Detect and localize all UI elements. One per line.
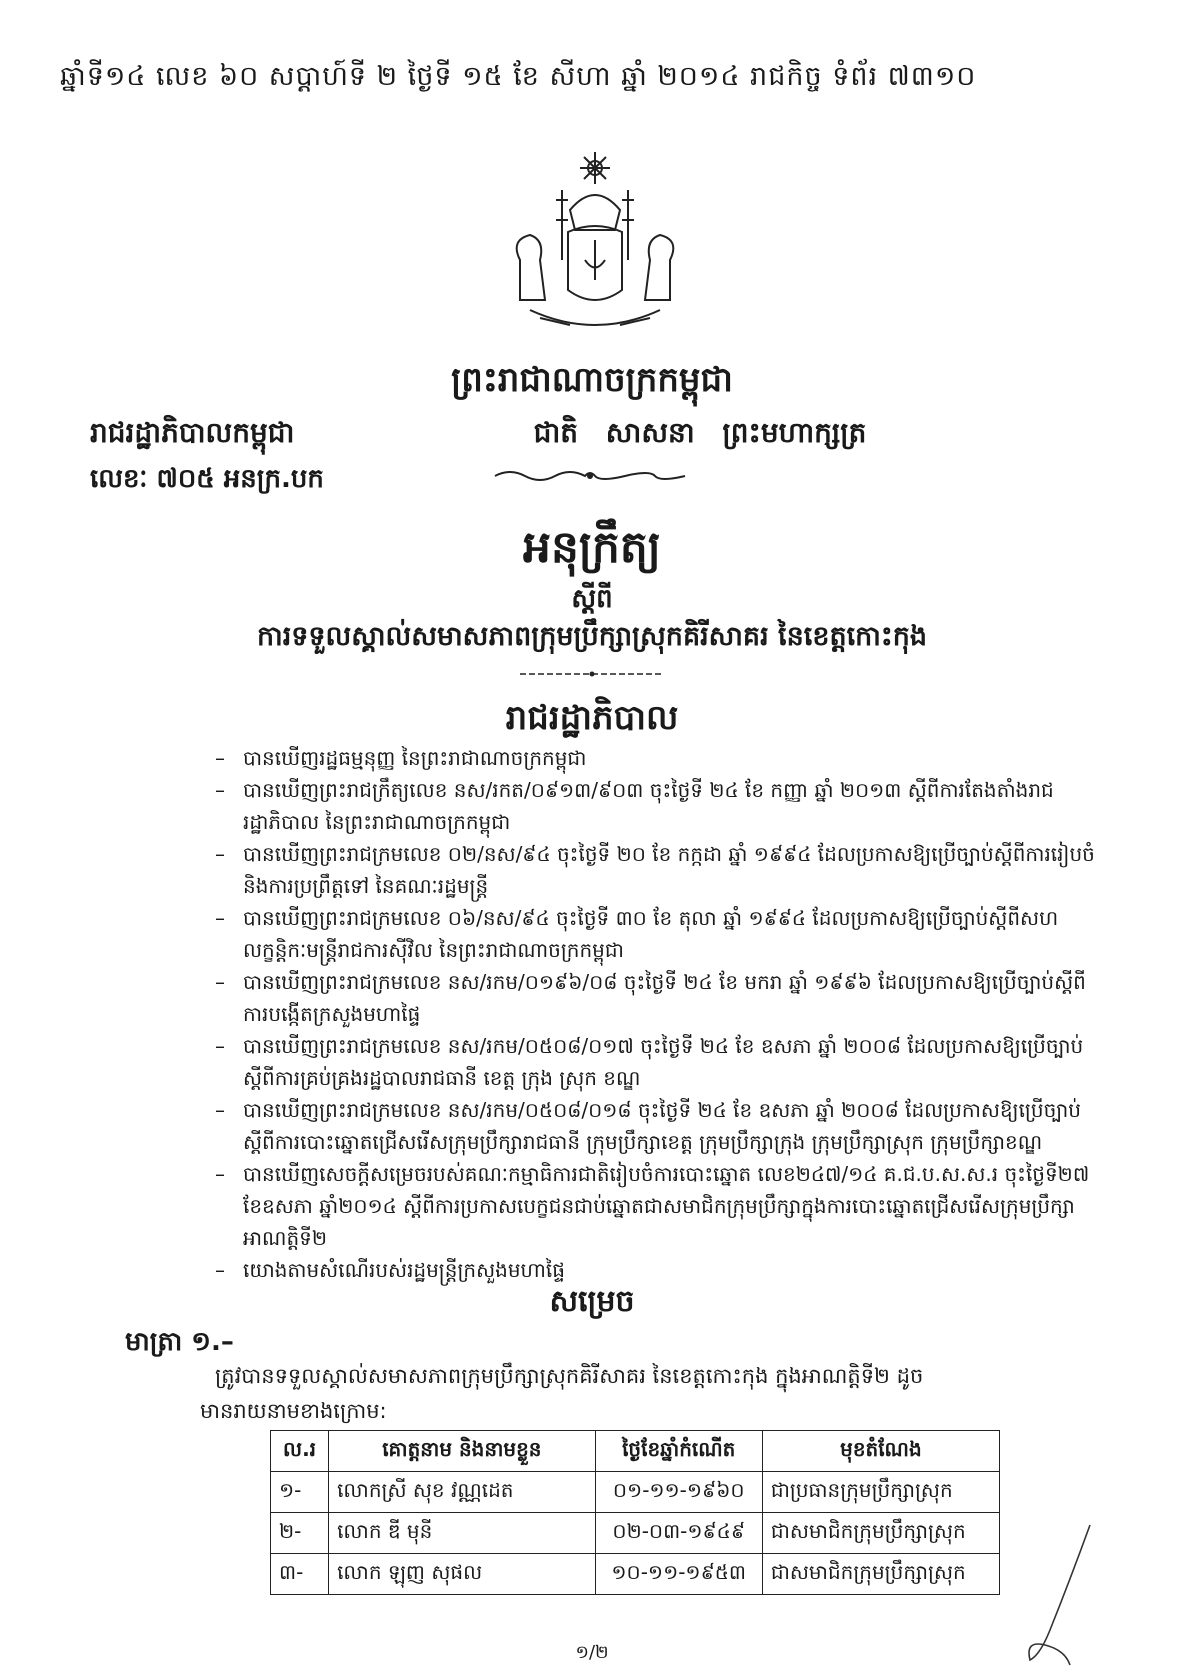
document-subject: ការទទួលស្គាល់សមាសភាពក្រុមប្រឹក្សាស្រុកគិរីសាគរ នៃខេត្តកោះកុង [256,621,928,652]
table-cell: ០១-១១-១៩៦០ [595,1472,762,1513]
table-header-row [271,1431,1000,1472]
column-header: មុខតំណែង [762,1431,999,1472]
column-header: គោត្តនាម និងនាមខ្លួន [329,1431,596,1472]
list-item: – បានឃើញព្រះរាជក្រមលេខ នស/រកម/០៥០៨/០១៧ ចុះថ្ងៃទី ២៤ ខែ ឧសភា ឆ្នាំ ២០០៨ ដែលប្រកាសឱ្យប្រើច្បាប់ស្តីពីការគ្រប់គ្រងរដ្ឋបាលរាជធានី ខេត្ត ក្រុង ស្រុក ខណ្ឌ [215,1030,1095,1094]
royal-coat-of-arms-icon [490,150,700,340]
list-item: – បានឃើញព្រះរាជក្រឹត្យលេខ នស/រកត/០៩១៣/៩០៣ ចុះថ្ងៃទី ២៤ ខែ កញ្ញា ឆ្នាំ ២០១៣ ស្តីពីការតែងតាំងរាជរដ្ឋាភិបាល នៃព្រះរាជាណាចក្រកម្ពុជា [215,774,1095,838]
document-number: លេខៈ ៧០៥ អនក្រ.បក [90,464,324,494]
table-row [271,1554,1000,1595]
column-header: ថ្ងៃខែឆ្នាំកំណើត [595,1431,762,1472]
gazette-header: ឆ្នាំទី១៤ លេខ ៦០ សប្តាហ៍ទី ២ ថ្ងៃទី ១៥ ខែ សីហា ឆ្នាំ ២០១៤ រាជកិច្ច ទំព័រ ៧៣១០ [60,61,977,92]
table-cell: ៣- [271,1554,329,1595]
list-item: – បានឃើញព្រះរាជក្រមលេខ ០២/នស/៩៤ ចុះថ្ងៃទី ២០ ខែ កក្កដា ឆ្នាំ ១៩៩៤ ដែលប្រកាសឱ្យប្រើច្បាប់ស្តីពីការរៀបចំ និងការប្រព្រឹត្តទៅ នៃគណៈរដ្ឋមន្ត្រី [215,838,1095,902]
section-divider [520,670,664,678]
table-cell: ជាសមាជិកក្រុមប្រឹក្សាស្រុក [762,1513,999,1554]
table-cell: ០២-០៣-១៩៤៩ [595,1513,762,1554]
list-item: – បានឃើញរដ្ឋធម្មនុញ្ញ នៃព្រះរាជាណាចក្រកម្ពុជា [215,742,1095,774]
government-name: រាជរដ្ឋាភិបាលកម្ពុជា [90,416,295,449]
national-motto: ជាតិ សាសនា ព្រះមហាក្សត្រ [533,416,867,449]
article-text-continued: មានរាយនាមខាងក្រោម: [200,1399,387,1423]
table-cell: លោក ឡុញ សុផល [329,1554,596,1595]
legal-basis-list [215,742,1095,1286]
list-item: – បានឃើញសេចក្តីសម្រេចរបស់គណៈកម្មាធិការជាតិរៀបចំការបោះឆ្នោត លេខ២៤៧/១៤ គ.ជ.ប.ស.ស.រ ចុះថ្ងៃទី២៧ ខែឧសភា ឆ្នាំ២០១៤ ស្តីពីការប្រកាសបេក្ខជនជាប់ឆ្នោតជាសមាជិកក្រុមប្រឹក្សាក្នុងការបោះឆ្នោតជ្រើសរើសក្រុមប្រឹក្សា អាណត្តិទី២ [215,1158,1095,1254]
decorative-flourish-icon [490,466,690,486]
table-cell: លោកស្រី សុខ វណ្ណដេត [329,1472,596,1513]
document-subtitle: ស្តីពី [571,584,613,614]
handwritten-signature-icon [1010,1520,1100,1670]
article-label: មាត្រា ១.– [125,1327,234,1357]
document-title: អនុក្រឹត្យ [523,522,661,573]
list-item: – បានឃើញព្រះរាជក្រមលេខ នស/រកម/០១៩៦/០៨ ចុះថ្ងៃទី ២៤ ខែ មករា ឆ្នាំ ១៩៩៦ ដែលប្រកាសឱ្យប្រើច្បាប់ស្តីពីការបង្កើតក្រសួងមហាផ្ទៃ [215,966,1095,1030]
issuer-heading: រាជរដ្ឋាភិបាល [505,698,679,738]
article-text: ត្រូវបានទទួលស្គាល់សមាសភាពក្រុមប្រឹក្សាស្រុកគិរីសាគរ នៃខេត្តកោះកុង ក្នុងអាណត្តិទី២ ដូច [215,1364,924,1388]
page-number: ១/២ [575,1642,609,1663]
kingdom-heading: ព្រះរាជាណាចក្រកម្ពុជា [451,360,733,400]
table-cell: ១- [271,1472,329,1513]
table-row [271,1472,1000,1513]
list-item: – បានឃើញព្រះរាជក្រមលេខ ០៦/នស/៩៤ ចុះថ្ងៃទី ៣០ ខែ តុលា ឆ្នាំ ១៩៩៤ ដែលប្រកាសឱ្យប្រើច្បាប់ស្តីពីសហលក្ខន្តិកៈមន្ត្រីរាជការស៊ីវិល នៃព្រះរាជាណាចក្រកម្ពុជា [215,902,1095,966]
decision-heading: សម្រេច [549,1284,635,1319]
table-cell: ២- [271,1513,329,1554]
table-cell: លោក ឌី មុនី [329,1513,596,1554]
list-item: – បានឃើញព្រះរាជក្រមលេខ នស/រកម/០៥០៨/០១៨ ចុះថ្ងៃទី ២៤ ខែ ឧសភា ឆ្នាំ ២០០៨ ដែលប្រកាសឱ្យប្រើច្បាប់ស្តីពីការបោះឆ្នោតជ្រើសរើសក្រុមប្រឹក្សារាជធានី ក្រុមប្រឹក្សាខេត្ត ក្រុមប្រឹក្សាក្រុង ក្រុមប្រឹក្សាស្រុក ក្រុមប្រឹក្សាខណ្ឌ [215,1094,1095,1158]
members-table [270,1430,1000,1595]
table-cell: ជាសមាជិកក្រុមប្រឹក្សាស្រុក [762,1554,999,1595]
table-cell: ជាប្រធានក្រុមប្រឹក្សាស្រុក [762,1472,999,1513]
list-item: – យោងតាមសំណើរបស់រដ្ឋមន្ត្រីក្រសួងមហាផ្ទៃ [215,1254,1095,1286]
table-row [271,1513,1000,1554]
table-cell: ១០-១១-១៩៥៣ [595,1554,762,1595]
column-header: ល.រ [271,1431,329,1472]
